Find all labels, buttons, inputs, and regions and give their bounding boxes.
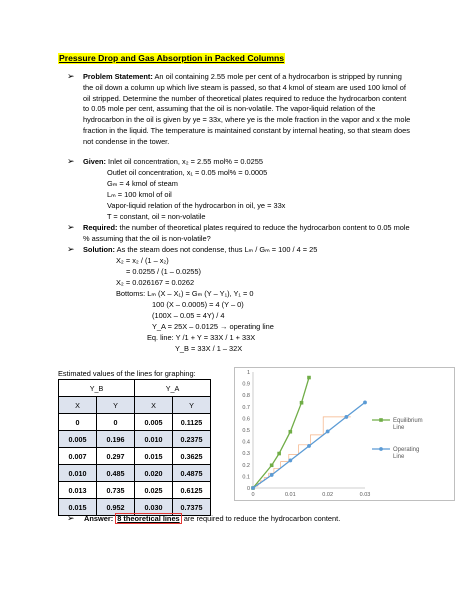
table-cell: 0.297 [97, 448, 135, 465]
given-line: Vapor-liquid relation of the hydrocarbon in oil, ye = 33x [107, 201, 286, 210]
solution-label: Solution: [83, 245, 116, 254]
required-label: Required: [83, 223, 118, 232]
table-column-header: X [59, 397, 97, 414]
table-cell: 0.013 [59, 482, 97, 499]
page-title: Pressure Drop and Gas Absorption in Packed Columns [59, 53, 285, 63]
table-cell: 0.015 [59, 499, 97, 516]
table-cell: 0.005 [59, 431, 97, 448]
table-cell: 0.2375 [173, 431, 211, 448]
values-table [58, 379, 211, 516]
legend-marker [379, 447, 383, 451]
bullet-arrow-icon: ➢ [67, 244, 75, 254]
table-cell: 0.735 [97, 482, 135, 499]
solution-step: = 0.0255 / (1 – 0.0255) [126, 267, 201, 276]
table-cell: 0.7375 [173, 499, 211, 516]
y-tick-label: 0.8 [242, 393, 250, 400]
legend-label: Equilibrium [393, 418, 423, 424]
table-row [59, 414, 211, 431]
equilibrium-point [307, 376, 311, 380]
operating-point [251, 486, 255, 490]
solution-line [83, 245, 317, 256]
given-line [83, 157, 263, 168]
table-cell: 0.020 [135, 465, 173, 482]
y-tick-label: 0.5 [242, 428, 250, 434]
required-text: the number of theoretical plates required to reduce the hydrocarbon content to 0.05 mole % assuming that the oil is non-volatile? [83, 223, 410, 243]
legend-label: Line [393, 454, 405, 460]
table-row [59, 431, 211, 448]
given-line: Outlet oil concentration, x₁ = 0.05 mol% = 0.0005 [107, 168, 268, 177]
equilibrium-point [270, 463, 274, 467]
x-tick-label: 0.02 [322, 492, 334, 498]
table-row [59, 465, 211, 482]
given-line: T = constant, oil = non-volatile [107, 212, 206, 221]
y-tick-label: 0.9 [242, 381, 250, 388]
table-column-header: Y [173, 397, 211, 414]
stripping-chart [235, 368, 454, 500]
answer-highlight: 8 theoretical lines [117, 514, 180, 523]
table-cell: 0.6125 [173, 482, 211, 499]
table-cell: 0.025 [135, 482, 173, 499]
operating-point [307, 444, 311, 448]
y-tick-label: 0.3 [242, 451, 250, 458]
solution-step: X₂ = 0.026167 = 0.0262 [116, 278, 195, 287]
answer-label: Answer: [84, 514, 114, 523]
answer-rest: are required to reduce the hydrocarbon content. [181, 514, 341, 523]
table-cell: 0 [59, 414, 97, 431]
solution-step: Y_A = 25X – 0.0125 → operating line [152, 322, 274, 331]
solution-step: Eq. line: Y /1 + Y = 33X / 1 + 33X [147, 333, 256, 342]
bullet-arrow-icon: ➢ [67, 513, 75, 523]
table-cell: 0.4875 [173, 465, 211, 482]
legend-label: Line [393, 425, 405, 431]
x-tick-label: 0.01 [284, 492, 296, 498]
operating-point [270, 473, 274, 477]
table-cell: 0 [97, 414, 135, 431]
given-text: Inlet oil concentration, x₂ = 2.55 mol% = 0.0255 [106, 157, 263, 166]
y-tick-label: 0 [246, 486, 250, 492]
table-cell: 0.3625 [173, 448, 211, 465]
solution-lead: As the steam does not condense, thus Lₘ / Gₘ = 100 / 4 = 25 [115, 245, 318, 254]
bullet-arrow-icon: ➢ [67, 156, 75, 166]
table-cell: 0.485 [97, 465, 135, 482]
y-tick-label: 0.4 [242, 439, 250, 446]
table-cell: 0.196 [97, 431, 135, 448]
operating-point [326, 430, 330, 434]
table-cell: 0.952 [97, 499, 135, 516]
problem-label: Problem Statement: [83, 72, 153, 81]
answer-line [84, 514, 340, 523]
operating-point [363, 401, 367, 405]
problem-statement [83, 72, 413, 148]
table-group-header: Y_B [59, 380, 135, 397]
problem-text: An oil containing 2.55 mole per cent of a hydrocarbon is stripped by running the oil down a column up which live steam is passed, so that 4 kmol of steam are used 100 kmol of oil stripped. Determine the number of theoretical plates required to reduce the hydrocarbon content to 0.05 mole per cent, assuming that the oil is non-volatile. The vapor-liquid relation of the hydrocarbon in the oil is given by ye = 33x, where ye is the mole fraction in the vapor and x the mole fraction in the liquid. The temperature is maintained constant by internal heating, so that steam does not condense in the tower. [83, 72, 411, 146]
table-row [59, 448, 211, 465]
bullet-arrow-icon: ➢ [67, 71, 75, 81]
y-tick-label: 0.2 [242, 462, 250, 469]
chart-frame [234, 367, 455, 501]
given-label: Given: [83, 157, 106, 166]
y-tick-label: 1 [246, 370, 250, 376]
given-line: Lₘ = 100 kmol of oil [107, 190, 172, 199]
solution-step: (100X – 0.05 = 4Y) / 4 [152, 311, 225, 320]
table-cell: 0.030 [135, 499, 173, 516]
given-line: Gₘ = 4 kmol of steam [107, 179, 178, 188]
solution-step: 100 (X – 0.0005) = 4 (Y – 0) [152, 300, 244, 309]
y-tick-label: 0.7 [242, 404, 250, 411]
table-column-header: Y [97, 397, 135, 414]
table-cell: 0.010 [135, 431, 173, 448]
table-column-header: X [135, 397, 173, 414]
y-tick-label: 0.1 [242, 474, 250, 481]
operating-point [344, 415, 348, 419]
solution-step: Y_B = 33X / 1 – 32X [175, 344, 243, 353]
solution-step: X₂ = x₂ / (1 – x₂) [116, 256, 169, 265]
operating-point [288, 459, 292, 463]
table-cell: 0.007 [59, 448, 97, 465]
series-line-0 [253, 378, 309, 488]
bullet-arrow-icon: ➢ [67, 222, 75, 232]
table-row [59, 482, 211, 499]
y-tick-label: 0.6 [242, 416, 250, 423]
table-cell: 0.1125 [173, 414, 211, 431]
legend-label: Operating [393, 447, 420, 453]
table-cell: 0.005 [135, 414, 173, 431]
equilibrium-point [289, 430, 293, 434]
equilibrium-point [300, 401, 304, 405]
legend-marker [379, 418, 383, 422]
table-cell: 0.015 [135, 448, 173, 465]
estimated-values-label: Estimated values of the lines for graphing: [58, 369, 196, 378]
x-tick-label: 0 [251, 492, 255, 498]
x-tick-label: 0.03 [359, 492, 371, 498]
table-cell: 0.010 [59, 465, 97, 482]
required-statement [83, 223, 413, 245]
solution-step: Bottoms: Lₘ (X – X₁) = Gₘ (Y – Y₁), Y₁ = 0 [116, 289, 254, 298]
equilibrium-point [277, 452, 281, 456]
table-group-header: Y_A [135, 380, 211, 397]
